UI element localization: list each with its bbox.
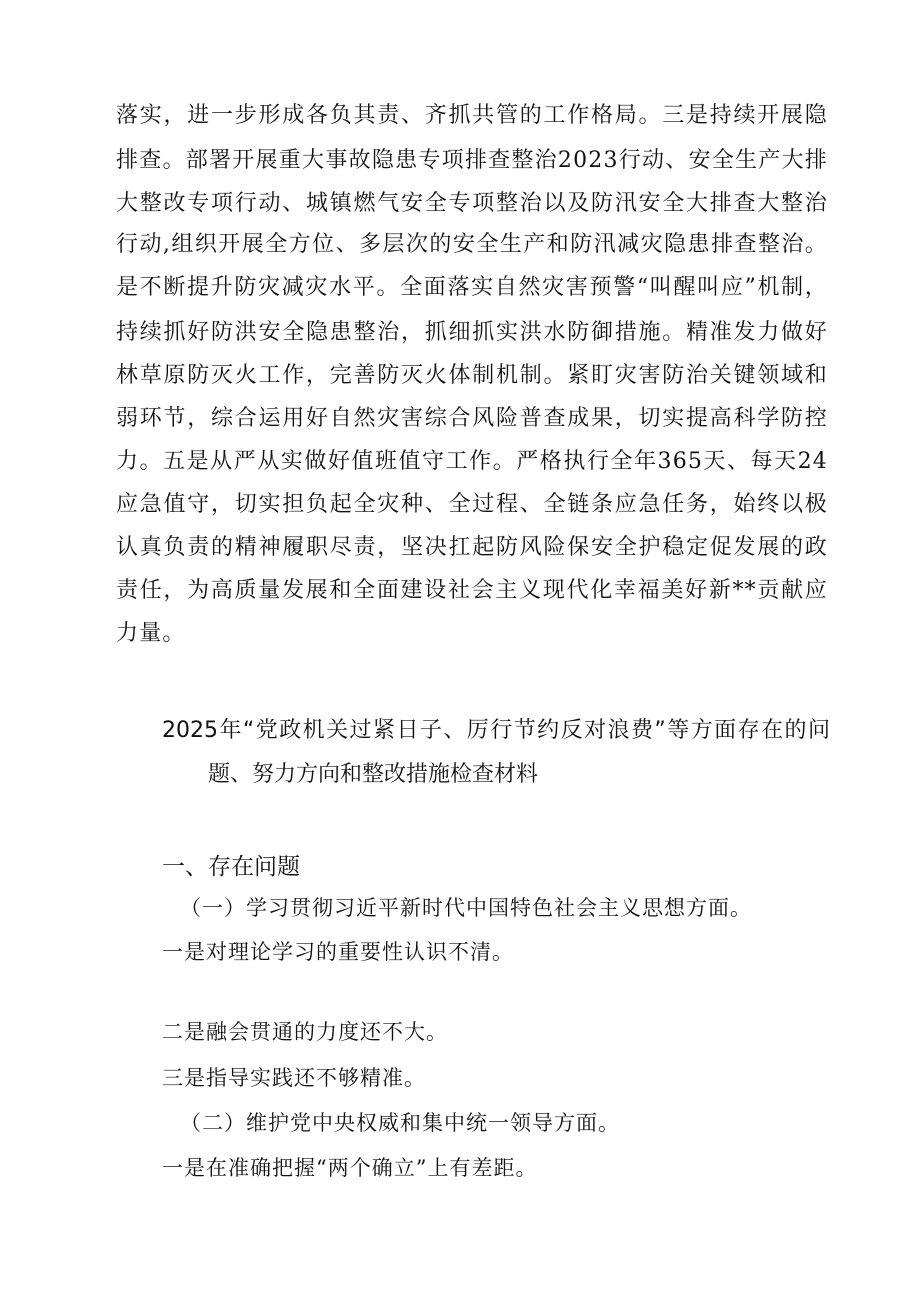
list-item: 一是对理论学习的重要性认识不清。 <box>162 940 514 964</box>
paragraph-line: 持续抓好防洪安全隐患整治，抓细抓实洪水防御措施。精准发力做好 <box>116 320 828 345</box>
paragraph-line: 认真负责的精神履职尽责，坚决扛起防风险保安全护稳定促发展的政 <box>116 535 828 560</box>
paragraph-line: 行动,组织开展全方位、多层次的安全生产和防汛减灾隐患排查整治。 <box>116 232 828 257</box>
paragraph-line: 责任，为高质量发展和全面建设社会主义现代化幸福美好新**贡献应 <box>116 578 828 603</box>
paragraph-line: 落实，进一步形成各负其责、齐抓共管的工作格局。三是持续开展隐 <box>116 103 828 128</box>
list-item: 一是在准确把握“两个确立”上有差距。 <box>162 1156 538 1180</box>
section-heading: 一、存在问题 <box>162 854 300 880</box>
paragraph-line: 力。五是从严从实做好值班值守工作。严格执行全年365天、每天24 <box>116 449 828 474</box>
title-line-2: 题、努力方向和整改措施检查材料 <box>208 762 539 787</box>
subsection-heading: （二）维护党中央权威和集中统一领导方面。 <box>180 1111 620 1135</box>
paragraph-line: 大整改专项行动、城镇燃气安全专项整治以及防汛安全大排查大整治 <box>116 191 828 216</box>
paragraph-line: 力量。 <box>116 621 186 646</box>
title-line-1: 2025年“党政机关过紧日子、厉行节约反对浪费”等方面存在的问 <box>162 718 830 743</box>
list-item: 二是融会贯通的力度还不大。 <box>162 1020 448 1044</box>
paragraph-line: 林草原防灭火工作，完善防灭火体制机制。紧盯灾害防治关键领域和 <box>116 363 828 388</box>
paragraph-line: 应急值守，切实担负起全灾种、全过程、全链条应急任务，始终以极 <box>116 492 828 517</box>
paragraph-line: 排查。部署开展重大事故隐患专项排查整治2023行动、安全生产大排 <box>116 148 828 173</box>
paragraph-line: 弱环节，综合运用好自然灾害综合风险普查成果，切实提高科学防控 <box>116 406 828 431</box>
subsection-heading: （一）学习贯彻习近平新时代中国特色社会主义思想方面。 <box>180 896 752 920</box>
list-item: 三是指导实践还不够精准。 <box>162 1066 426 1090</box>
paragraph-line: 是不断提升防灾减灾水平。全面落实自然灾害预警“叫醒叫应”机制， <box>116 275 828 300</box>
